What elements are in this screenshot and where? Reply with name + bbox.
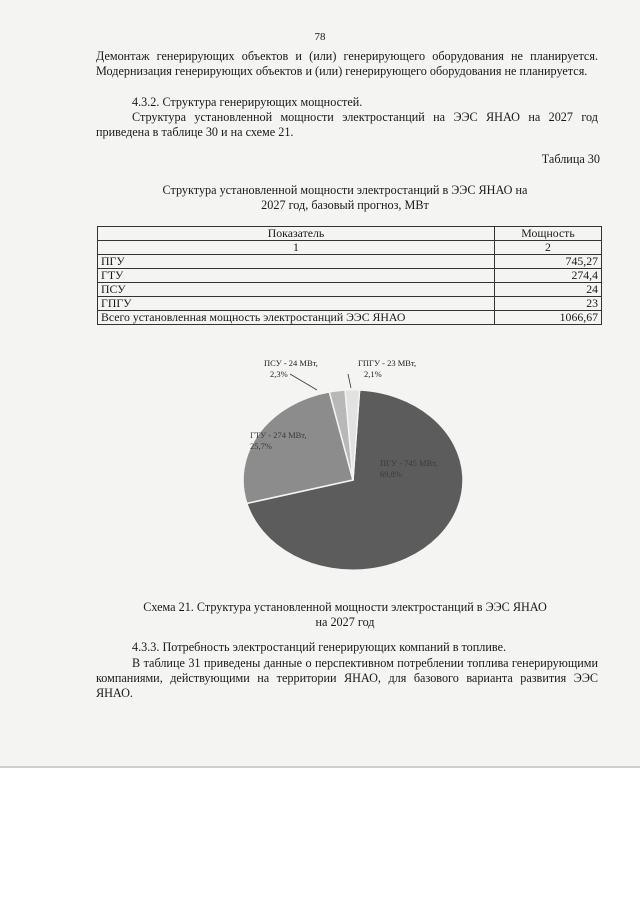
table-row (98, 269, 602, 283)
paragraph-fuel-consumption: В таблице 31 приведены данные о перспективном потреблении топлива генерирующими компаниями, действующими на территории ЯНАО, для базового варианта развития ЭЭС ЯНАО. (96, 656, 598, 701)
index-cell-1: 1 (98, 241, 495, 255)
slice-label: ПГУ - 745 МВт, (380, 458, 438, 468)
table-row (98, 283, 602, 297)
total-value: 1066,67 (495, 311, 602, 325)
slice-percent-label: 25,7% (250, 441, 272, 451)
header-capacity: Мощность (495, 227, 602, 241)
leader-line-2 (348, 374, 351, 388)
capacity-table (97, 226, 602, 325)
table-row (98, 255, 602, 269)
table-title-line2: 2027 год, базовый прогноз, МВт (261, 198, 429, 213)
pie-chart (220, 348, 480, 583)
paragraph-structure-intro: Структура установленной мощности электростанций на ЭЭС ЯНАО на 2027 год приведена в таблице 30 и на схеме 21. (96, 110, 598, 140)
table-label: Таблица 30 (541, 152, 600, 166)
table-index-row (98, 241, 602, 255)
figure-caption (90, 600, 600, 630)
row-name: ПСУ (98, 283, 495, 297)
row-name: ГПГУ (98, 297, 495, 311)
row-value: 745,27 (495, 255, 602, 269)
slice-label: ГПГУ - 23 МВт, (358, 358, 417, 368)
slice-percent-label: 69,8% (380, 469, 402, 479)
row-name: ГТУ (98, 269, 495, 283)
slice-label: ПСУ - 24 МВт, (264, 358, 318, 368)
index-cell-2: 2 (495, 241, 602, 255)
slice-percent-label: 2,3% (270, 369, 288, 379)
caption-line1: Схема 21. Структура установленной мощности электростанций в ЭЭС ЯНАО (143, 600, 547, 614)
table-title-line1: Структура установленной мощности электростанций в ЭЭС ЯНАО на (162, 183, 528, 197)
header-indicator: Показатель (98, 227, 495, 241)
slice-label: ГТУ - 274 МВт, (250, 430, 307, 440)
table-title (120, 183, 570, 213)
row-value: 24 (495, 283, 602, 297)
table-header-row (98, 227, 602, 241)
table-total-row (98, 311, 602, 325)
total-name: Всего установленная мощность электростанций ЭЭС ЯНАО (98, 311, 495, 325)
section-heading-4-3-2: 4.3.2. Структура генерирующих мощностей. (132, 95, 363, 109)
row-value: 274,4 (495, 269, 602, 283)
page-number: 78 (314, 31, 326, 43)
leader-line-1 (290, 374, 317, 390)
slice-percent-label: 2,1% (364, 369, 382, 379)
row-name: ПГУ (98, 255, 495, 269)
pie-chart-svg (220, 348, 480, 583)
caption-line2: на 2027 год (315, 615, 375, 630)
table-row (98, 297, 602, 311)
row-value: 23 (495, 297, 602, 311)
section-heading-4-3-3: 4.3.3. Потребность электростанций генерирующих компаний в топливе. (132, 640, 507, 654)
paragraph-dismantling: Демонтаж генерирующих объектов и (или) генерирующего оборудования не планируется. Модернизация генерирующих объектов и (или) генерирующего оборудования не планируется. (96, 49, 598, 79)
